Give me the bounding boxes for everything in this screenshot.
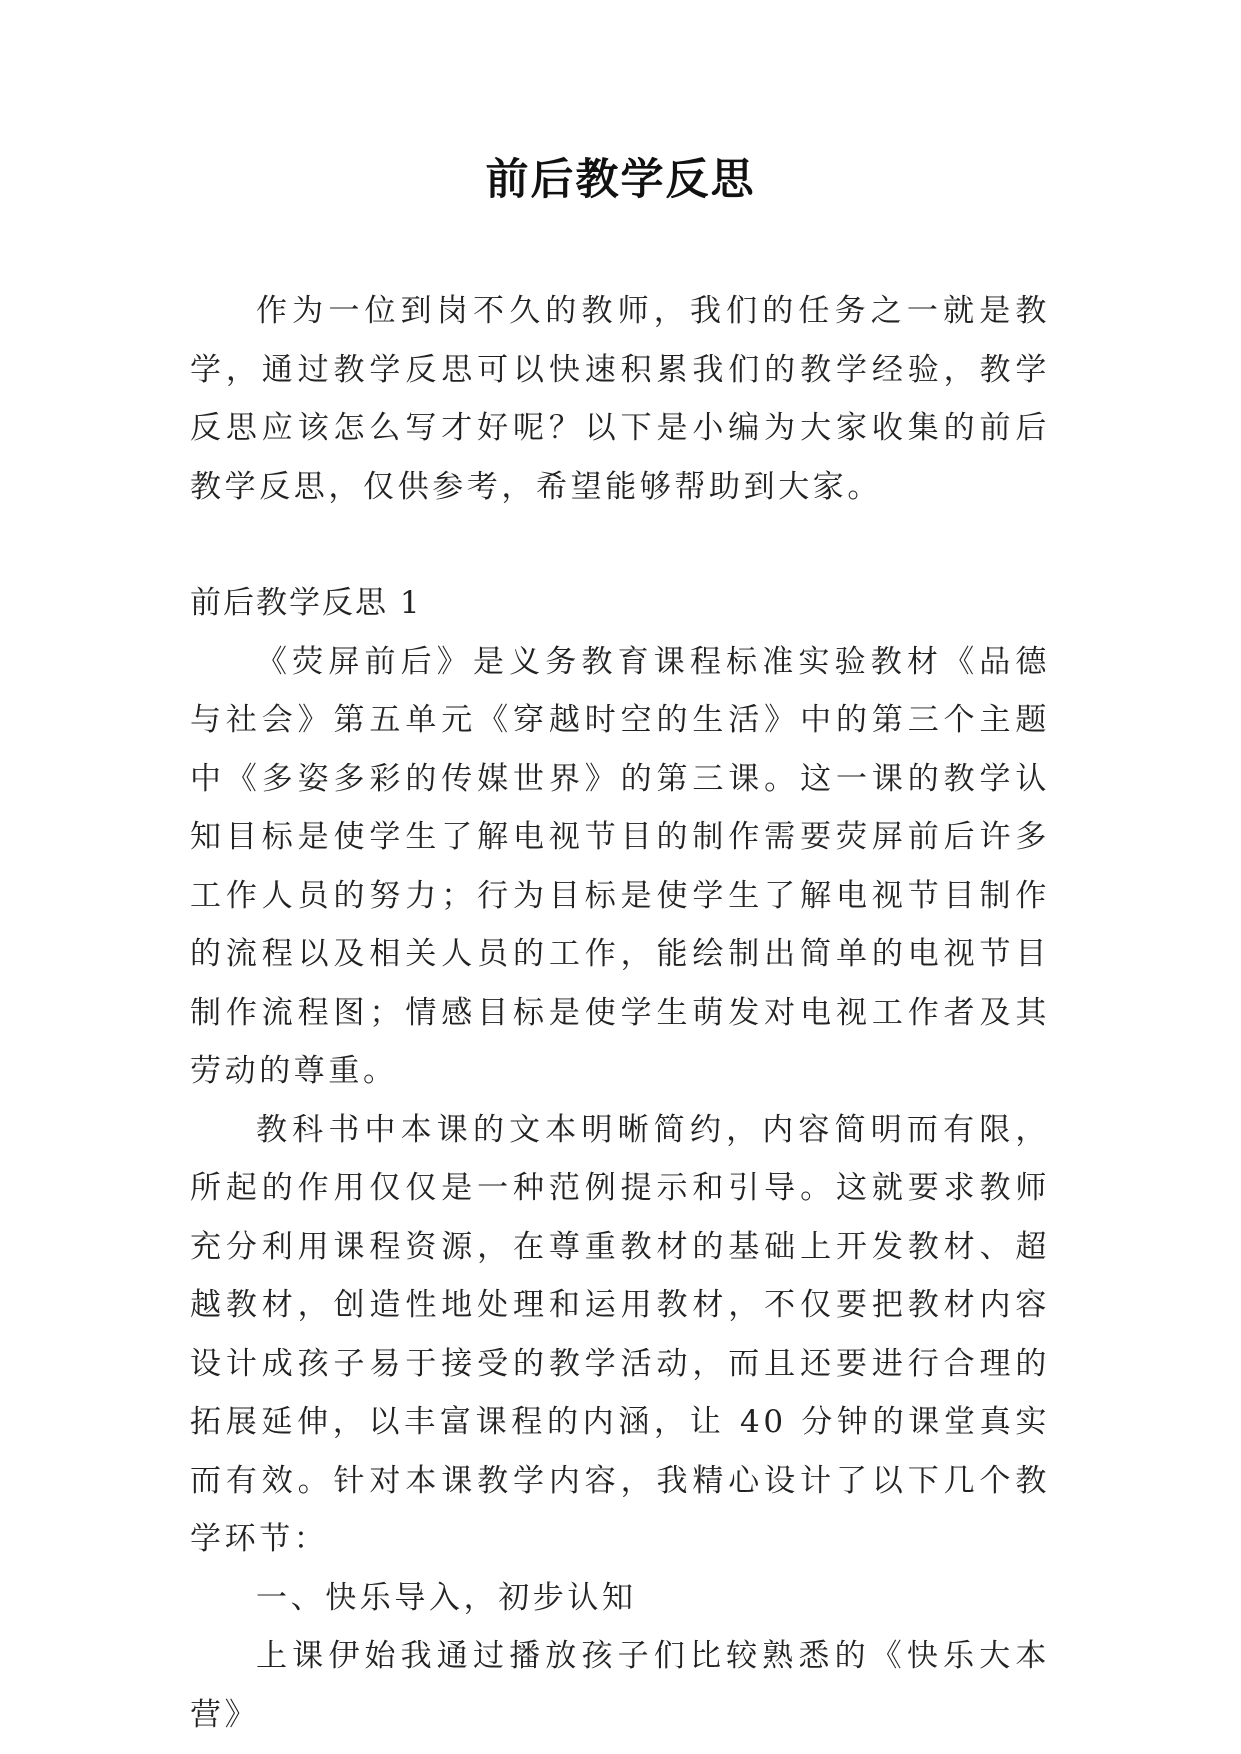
- document-title: 前后教学反思: [485, 155, 756, 205]
- subsection-heading: 一、快乐导入，初步认知: [256, 1579, 637, 1616]
- body-paragraph: 上课伊始我通过播放孩子们比较熟悉的《快乐大本营》: [190, 1638, 1050, 1733]
- document-body: [190, 282, 1050, 1744]
- section-heading: 前后教学反思 1: [190, 585, 422, 621]
- body-paragraph: 《荧屏前后》是义务教育课程标准实验教材《品德与社会》第五单元《穿越时空的生活》中的第三个主题中《多姿多彩的传媒世界》的第三课。这一课的教学认知目标是使学生了解电视节目的制作需要荧屏前后许多工作人员的努力；行为目标是使学生了解电视节目制作的流程以及相关人员的工作，能绘制出简单的电视节目制作流程图；情感目标是使学生萌发对电视工作者及其劳动的尊重。: [190, 643, 1050, 1089]
- intro-paragraph: 作为一位到岗不久的教师，我们的任务之一就是教学，通过教学反思可以快速积累我们的教学经验，教学反思应该怎么写才好呢？以下是小编为大家收集的前后教学反思，仅供参考，希望能够帮助到大家。: [190, 293, 1050, 505]
- paragraph-gap: [190, 516, 1050, 574]
- body-paragraph: 教科书中本课的文本明晰简约，内容简明而有限，所起的作用仅仅是一种范例提示和引导。这就要求教师充分利用课程资源，在尊重教材的基础上开发教材、超越教材，创造性地处理和运用教材，不仅要把教材内容设计成孩子易于接受的教学活动，而且还要进行合理的拓展延伸，以丰富课程的内涵，让 40 分钟的课堂真实而有效。针对本课教学内容，我精心设计了以下几个教学环节：: [190, 1111, 1050, 1557]
